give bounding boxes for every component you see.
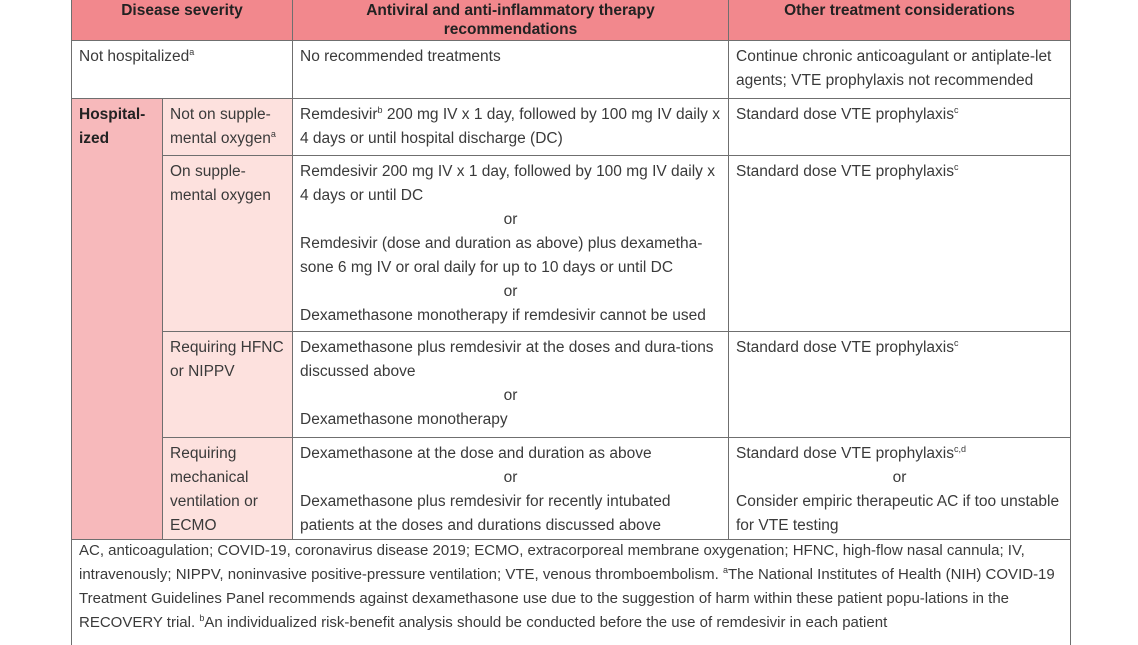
therapy-option-3: Dexamethasone monotherapy if remdesivir cannot be used xyxy=(300,307,706,324)
severity-cell xyxy=(72,41,293,98)
table-row-not-on-oxygen xyxy=(163,99,1070,156)
table-row-on-oxygen xyxy=(163,156,1070,332)
footnote-a: The National Institutes of Health (NIH) COVID-19 Treatment Guidelines Panel recommends against dexamethasone use due to the suggestion of harm within these patient popu-lations in the RECOVERY trial. xyxy=(79,566,1055,631)
footnote-b-marker: b xyxy=(199,613,205,623)
therapy-drug: Remdesivir xyxy=(300,106,378,123)
therapy-cell xyxy=(293,438,729,539)
footnote-a-marker: a xyxy=(722,565,728,575)
other-text: Standard dose VTE prophylaxis xyxy=(736,445,954,462)
therapy-option-1: Dexamethasone at the dose and duration as above xyxy=(300,445,652,462)
therapy-cell xyxy=(293,332,729,437)
therapy-option-2: Dexamethasone monotherapy xyxy=(300,411,508,428)
footnote-marker: c,d xyxy=(953,443,966,454)
footnote-marker: c xyxy=(953,104,959,115)
severity-cell xyxy=(163,99,293,155)
severity-text: Not on supple-mental oxygen xyxy=(170,106,271,147)
other-cell: Continue chronic anticoagulant or antiplate-let agents; VTE prophylaxis not recommended xyxy=(736,48,1052,89)
header-disease-severity xyxy=(72,0,293,40)
or-separator: or xyxy=(503,211,518,228)
severity-cell: Requiring mechanical ventilation or ECMO xyxy=(163,438,293,539)
other-cell xyxy=(729,438,1070,539)
therapy-option-2: Remdesivir (dose and duration as above) plus dexametha-sone 6 mg IV or oral daily for up to 10 days or until DC xyxy=(300,235,703,276)
other-cell xyxy=(729,156,1070,331)
therapy-text: 200 mg IV x 1 day, followed by 100 mg IV daily x 4 days or until hospital discharge (DC) xyxy=(300,106,720,147)
table-row-hfnc-nippv xyxy=(163,332,1070,438)
or-separator: or xyxy=(503,387,518,404)
hospitalized-label: Hospital-ized xyxy=(72,99,163,539)
other-cell xyxy=(729,332,1070,437)
hospitalized-group xyxy=(71,99,1071,540)
or-separator: or xyxy=(503,283,518,300)
footnote-marker: c xyxy=(953,337,959,348)
header-col1-text: Disease severity xyxy=(121,2,243,19)
therapy-option-1: Remdesivir 200 mg IV x 1 day, followed by 100 mg IV daily x 4 days or until DC xyxy=(300,163,715,204)
header-col2-line1: Antiviral and anti-inflammatory therapy xyxy=(366,2,655,19)
or-separator: or xyxy=(503,469,518,486)
footnote-marker: b xyxy=(377,104,383,115)
other-text: Standard dose VTE prophylaxis xyxy=(736,106,954,123)
therapy-option-2: Dexamethasone plus remdesivir for recently intubated patients at the doses and durations discussed above xyxy=(300,493,671,534)
severity-cell: Requiring HFNC or NIPPV xyxy=(163,332,293,437)
therapy-option-1: Dexamethasone plus remdesivir at the doses and dura-tions discussed above xyxy=(300,339,714,380)
hospitalized-subrows xyxy=(163,99,1070,539)
therapy-cell xyxy=(293,99,729,155)
other-option-2: Consider empiric therapeutic AC if too unstable for VTE testing xyxy=(736,493,1060,534)
header-col2-line2: recommendations xyxy=(443,21,578,38)
therapy-cell: No recommended treatments xyxy=(293,41,729,98)
or-separator: or xyxy=(892,469,907,486)
other-cell xyxy=(729,99,1070,155)
other-text: Standard dose VTE prophylaxis xyxy=(736,163,954,180)
header-col3-text: Other treatment considerations xyxy=(784,2,1015,19)
other-text: Standard dose VTE prophylaxis xyxy=(736,339,954,356)
header-other-considerations xyxy=(729,0,1070,40)
header-therapy xyxy=(293,0,729,40)
severity-text: Not hospitalized xyxy=(79,48,190,65)
severity-cell: On supple-mental oxygen xyxy=(163,156,293,331)
table-row-mechanical-ventilation xyxy=(163,438,1070,539)
footnote-marker: a xyxy=(189,46,195,57)
footnote-marker: c xyxy=(953,161,959,172)
footnote-b: An individualized risk-benefit analysis should be conducted before the use of remdesivir in each patient xyxy=(204,614,888,631)
table-header xyxy=(71,0,1071,41)
abbreviations: AC, anticoagulation; COVID-19, coronavirus disease 2019; ECMO, extracorporeal membrane oxygenation; HFNC, high-flow nasal cannula; IV, intravenously; NIPPV, noninvasive positive-pressure ventilation; VTE, venous thromboembolism. xyxy=(79,542,1025,583)
table-footnotes xyxy=(71,535,1071,645)
footnote-marker: a xyxy=(270,128,276,139)
table-row-not-hospitalized xyxy=(71,41,1071,99)
other-option-1 xyxy=(736,442,1063,466)
therapy-cell xyxy=(293,156,729,331)
covid-treatment-table xyxy=(71,0,1071,540)
